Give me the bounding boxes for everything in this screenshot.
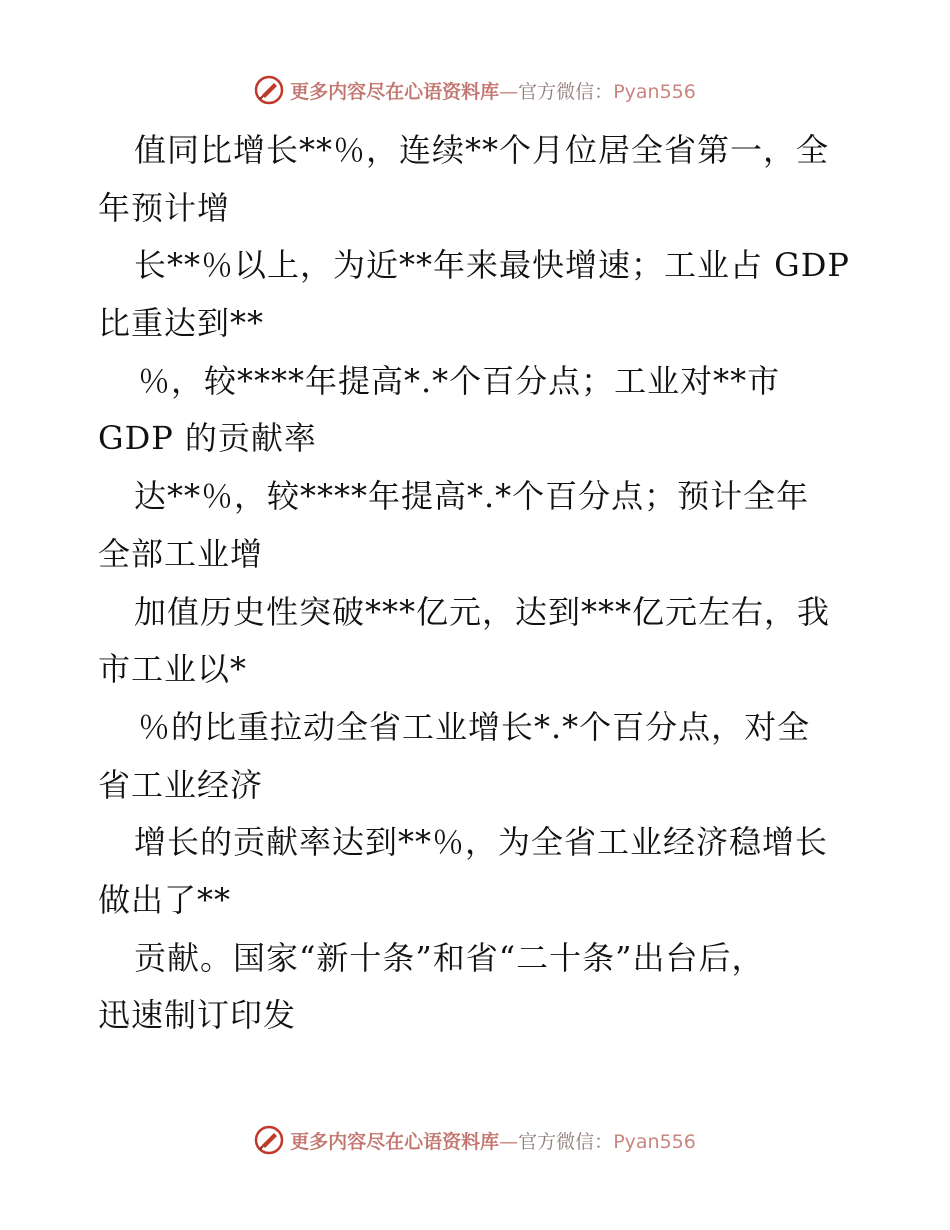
body-line: 省工业经济 [98,765,264,804]
header-banner-text [290,77,696,104]
body-line: 贡献。国家“新十条”和省“二十条”出台后， [134,938,765,977]
footer-dash: — [499,1130,519,1153]
body-line: 市工业以* [98,650,248,689]
body-line: GDP 的贡献率 [98,419,317,458]
body-line: ％，较****年提高*.*个百分点；工业对**市 [138,361,781,400]
footer-banner [0,1120,950,1160]
body-line: 做出了** [98,880,232,919]
footer-brand-text: 更多内容尽在心语资料库 [290,1130,500,1153]
body-line: 增长的贡献率达到**％，为全省工业经济稳增长 [134,823,829,862]
header-brand-text: 更多内容尽在心语资料库 [290,80,500,103]
header-dash: — [499,80,519,103]
body-line: ％的比重拉动全省工业增长*.*个百分点，对全 [138,707,811,746]
footer-wechat-id: Pyan556 [613,1130,696,1153]
header-wechat-id: Pyan556 [613,80,696,103]
body-line: 长**％以上，为近**年来最快增速；工业占 GDP [134,246,850,285]
header-official-label: 官方微信： [518,80,614,103]
brand-logo-icon [254,75,284,105]
footer-official-label: 官方微信： [518,1130,614,1153]
body-line: 达**％，较****年提高*.*个百分点；预计全年 [134,477,810,516]
body-line: 年预计增 [98,188,231,227]
body-line: 值同比增长**％，连续**个月位居全省第一，全 [134,131,830,169]
header-banner [0,70,950,110]
body-line: 比重达到** [98,304,265,343]
body-line: 加值历史性突破***亿元，达到***亿元左右，我 [134,592,831,631]
body-line: 迅速制订印发 [98,996,297,1035]
body-line: 全部工业增 [98,534,264,573]
footer-banner-text [290,1127,696,1154]
document-body [98,122,868,1045]
brand-logo-icon [254,1125,284,1155]
